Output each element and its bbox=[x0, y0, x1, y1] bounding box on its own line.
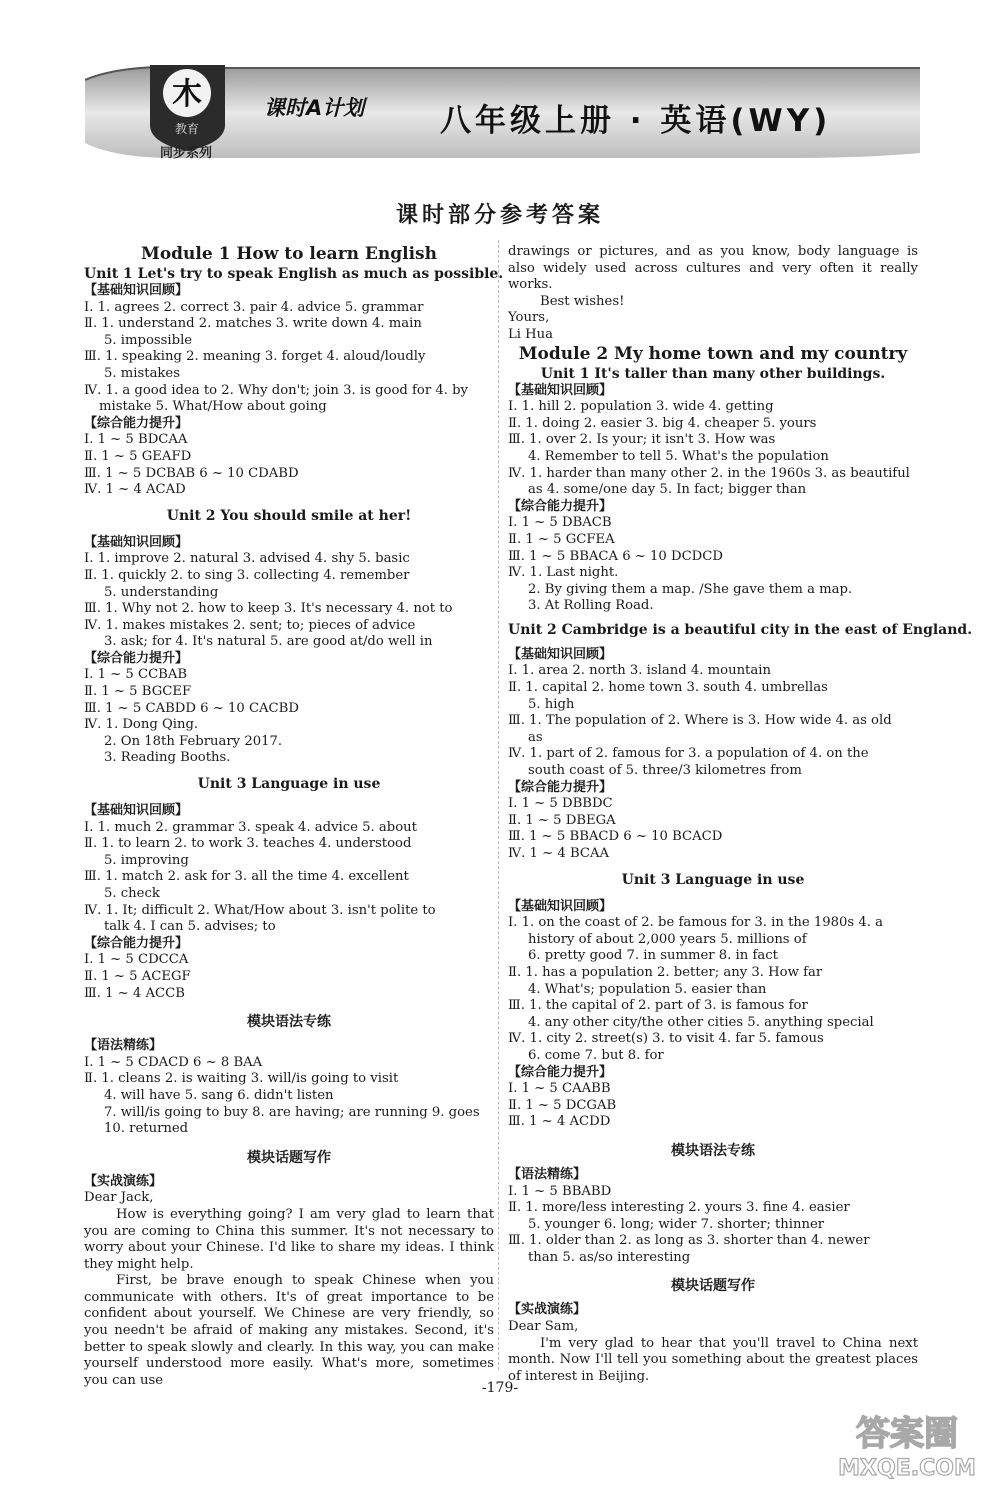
section-label: 【基础知识回顾】 bbox=[508, 646, 613, 662]
section-label: 【语法精练】 bbox=[84, 1038, 163, 1054]
right-column bbox=[508, 244, 973, 1385]
answer-line: 3. ask; for 4. It's natural 5. are good at/do well in bbox=[104, 634, 433, 650]
answer-line: Ⅱ. 1. understand 2. matches 3. write down 4. main bbox=[84, 316, 422, 332]
module-title: Module 2 My home town and my country bbox=[518, 343, 908, 364]
answer-line: Ⅲ. 1. Why not 2. how to keep 3. It's necessary 4. not to bbox=[84, 601, 453, 617]
answer-line: mistake 5. What/How about going bbox=[99, 399, 327, 415]
answer-line: Ⅲ. 1. older than 2. as long as 3. shorter than 4. newer bbox=[508, 1233, 870, 1249]
answer-line: Ⅰ. 1 ~ 5 BDCAA bbox=[84, 432, 188, 448]
answer-line: Ⅲ. 1 ~ 4 ACDD bbox=[508, 1114, 611, 1130]
section-label: 【综合能力提升】 bbox=[84, 650, 189, 666]
answer-line: Ⅱ. 1. quickly 2. to sing 3. collecting 4. remember bbox=[84, 567, 410, 583]
answer-line: Ⅱ. 1. doing 2. easier 3. big 4. cheaper 5. yours bbox=[508, 415, 817, 431]
answer-line: as bbox=[528, 729, 543, 745]
letter-greeting: Dear Sam, bbox=[508, 1319, 579, 1335]
answer-line: Ⅳ. 1. Last night. bbox=[508, 565, 619, 581]
answer-line: Ⅲ. 1 ~ 5 CABDD 6 ~ 10 CACBD bbox=[84, 700, 299, 716]
answer-line: Ⅲ. 1 ~ 5 DCBAB 6 ~ 10 CDABD bbox=[84, 465, 299, 481]
answer-line: Ⅲ. 1. speaking 2. meaning 3. forget 4. aloud/loudly bbox=[84, 349, 426, 365]
answer-line: Ⅰ. 1 ~ 5 BBABD bbox=[508, 1183, 612, 1199]
letter-paragraph: drawings or pictures, and as you know, body language is also widely used across cultures and very often it really works. bbox=[508, 244, 918, 293]
answer-line: Ⅰ. 1 ~ 5 CCBAB bbox=[84, 667, 188, 683]
section-label: 【实战演练】 bbox=[84, 1173, 163, 1189]
answer-line: 5. improving bbox=[104, 852, 189, 868]
answer-line: Ⅰ. 1. on the coast of 2. be famous for 3. in the 1980s 4. a bbox=[508, 915, 884, 931]
answer-line: Ⅳ. 1. makes mistakes 2. sent; to; pieces of advice bbox=[84, 617, 416, 633]
answer-section-title: 课时部分参考答案 bbox=[395, 202, 604, 228]
letter-closing: Best wishes! bbox=[540, 293, 625, 309]
answer-line: 3. Reading Booths. bbox=[104, 750, 231, 766]
answer-line: Ⅳ. 1. part of 2. famous for 3. a population of 4. on the bbox=[508, 746, 869, 762]
answer-line: Ⅰ. 1. area 2. north 3. island 4. mountain bbox=[508, 663, 771, 679]
answer-line: 2. By giving them a map. /She gave them a map. bbox=[528, 581, 853, 597]
answer-line: 6. come 7. but 8. for bbox=[528, 1047, 664, 1063]
answer-line: 4. Remember to tell 5. What's the population bbox=[528, 448, 829, 464]
answer-line: 5. mistakes bbox=[104, 365, 180, 381]
section-heading: 模块语法专练 bbox=[247, 1014, 331, 1031]
answer-line: Ⅱ. 1 ~ 5 GCFEA bbox=[508, 531, 615, 547]
letter-paragraph: I'm very glad to hear that you'll travel to China next month. Now I'll tell you something about the greatest places of interest in Beijing. bbox=[508, 1335, 918, 1384]
answer-line: Ⅱ. 1. cleans 2. is waiting 3. will/is going to visit bbox=[84, 1071, 399, 1087]
answer-line: 2. On 18th February 2017. bbox=[104, 733, 283, 749]
answer-line: 4. What's; population 5. easier than bbox=[528, 981, 767, 997]
section-label: 【基础知识回顾】 bbox=[508, 898, 613, 914]
svg-text:教育: 教育 bbox=[174, 122, 200, 136]
book-title: 八年级上册 · 英语(WY) bbox=[440, 103, 832, 139]
answer-line: Ⅳ. 1 ~ 4 BCAA bbox=[508, 846, 610, 861]
publisher-logo-icon bbox=[140, 55, 235, 155]
section-label: 【基础知识回顾】 bbox=[84, 283, 189, 298]
answer-line: talk 4. I can 5. advises; to bbox=[104, 919, 276, 935]
letter-closing: Yours, bbox=[508, 310, 550, 326]
answer-line: Ⅲ. 1 ~ 5 BBACD 6 ~ 10 BCACD bbox=[508, 829, 723, 845]
answer-line: Ⅰ. 1 ~ 5 CDCCA bbox=[84, 952, 189, 968]
column-divider bbox=[498, 240, 499, 1370]
unit-title: Unit 2 You should smile at her! bbox=[166, 507, 412, 524]
letter-paragraph: How is everything going? I am very glad to learn that you are coming to China this summer. It's not necessary to worry about your Chinese. I'd like to share my ideas. I think they might help. bbox=[84, 1206, 494, 1272]
answer-line: 6. pretty good 7. in summer 8. in fact bbox=[528, 948, 778, 964]
answer-line: Ⅰ. 1. hill 2. population 3. wide 4. getting bbox=[508, 399, 774, 415]
watermark-url: MXQE.COM bbox=[838, 1456, 976, 1481]
brand-title: 课时A计划 bbox=[264, 96, 365, 120]
answer-line: Ⅰ. 1 ~ 5 CDACD 6 ~ 8 BAA bbox=[84, 1054, 263, 1070]
answer-line: 4. will have 5. sang 6. didn't listen bbox=[104, 1087, 334, 1103]
answer-line: Ⅲ. 1. match 2. ask for 3. all the time 4. excellent bbox=[84, 869, 409, 885]
answer-line: Ⅱ. 1 ~ 5 DBEGA bbox=[508, 812, 616, 828]
page-number: -179- bbox=[481, 1380, 519, 1396]
answer-line: Ⅲ. 1. the capital of 2. part of 3. is famous for bbox=[508, 998, 808, 1014]
section-heading: 模块语法专练 bbox=[671, 1142, 755, 1159]
answer-line: 5. check bbox=[104, 886, 160, 901]
answer-line: 5. younger 6. long; wider 7. shorter; thinner bbox=[528, 1216, 825, 1232]
answer-line: Ⅱ. 1. has a population 2. better; any 3. How far bbox=[508, 964, 823, 980]
unit-title: Unit 3 Language in use bbox=[197, 776, 381, 793]
unit-title: Unit 3 Language in use bbox=[621, 871, 805, 888]
watermark-logo-icon bbox=[825, 1405, 990, 1483]
section-heading: 模块话题写作 bbox=[247, 1149, 331, 1166]
answer-line: 5. impossible bbox=[104, 332, 193, 348]
answer-line: Ⅳ. 1. Dong Qing. bbox=[84, 717, 199, 733]
answer-line: Ⅰ. 1 ~ 5 CAABB bbox=[508, 1081, 611, 1097]
answer-line: Ⅱ. 1 ~ 5 ACEGF bbox=[84, 968, 191, 984]
answer-line: Ⅱ. 1. more/less interesting 2. yours 3. fine 4. easier bbox=[508, 1200, 850, 1216]
answer-line: 5. understanding bbox=[104, 584, 219, 600]
answer-line: Ⅲ. 1 ~ 4 ACCB bbox=[84, 985, 185, 1001]
answer-line: 4. any other city/the other cities 5. anything special bbox=[528, 1014, 874, 1030]
section-label: 【综合能力提升】 bbox=[508, 779, 613, 795]
answer-line: 3. At Rolling Road. bbox=[528, 598, 654, 614]
section-label: 【语法精练】 bbox=[508, 1166, 587, 1182]
section-label: 【基础知识回顾】 bbox=[84, 803, 189, 819]
answer-line: Ⅳ. 1. harder than many other 2. in the 1960s 3. as beautiful bbox=[508, 465, 910, 481]
series-label: 同步系列 bbox=[160, 146, 213, 161]
answer-line: Ⅰ. 1. much 2. grammar 3. speak 4. advice 5. about bbox=[84, 819, 417, 835]
answer-line: as 4. some/one day 5. In fact; bigger than bbox=[528, 482, 807, 498]
module-title: Module 1 How to learn English bbox=[141, 244, 437, 264]
section-heading: 模块话题写作 bbox=[671, 1278, 755, 1295]
answer-line: Ⅲ. 1. The population of 2. Where is 3. How wide 4. as old bbox=[508, 713, 892, 729]
svg-text:木: 木 bbox=[172, 77, 202, 112]
answer-line: Ⅲ. 1 ~ 5 BBACA 6 ~ 10 DCDCD bbox=[508, 548, 723, 564]
answer-line: south coast of 5. three/3 kilometres from bbox=[528, 763, 802, 779]
letter-signature: Li Hua bbox=[508, 326, 554, 342]
unit-title: Unit 1 Let's try to speak English as much as possible. bbox=[84, 266, 504, 282]
section-label: 【基础知识回顾】 bbox=[84, 534, 189, 550]
answer-line: Ⅱ. 1 ~ 5 DCGAB bbox=[508, 1097, 617, 1113]
answer-line: Ⅱ. 1 ~ 5 GEAFD bbox=[84, 448, 192, 464]
answer-line: 10. returned bbox=[104, 1121, 189, 1137]
unit-title: Unit 1 It's taller than many other buildings. bbox=[540, 365, 886, 382]
letter-greeting: Dear Jack, bbox=[84, 1190, 154, 1206]
answer-line: Ⅳ. 1. a good idea to 2. Why don't; join 3. is good for 4. by bbox=[84, 382, 469, 398]
watermark-text: 答案圈 bbox=[856, 1414, 958, 1454]
answer-line: Ⅳ. 1. It; difficult 2. What/How about 3. isn't polite to bbox=[84, 902, 436, 918]
section-label: 【综合能力提升】 bbox=[84, 935, 189, 951]
section-label: 【综合能力提升】 bbox=[84, 415, 189, 431]
answer-line: 5. high bbox=[528, 696, 575, 712]
answer-line: 7. will/is going to buy 8. are having; are running 9. goes bbox=[104, 1104, 480, 1120]
answer-line: Ⅱ. 1 ~ 5 BGCEF bbox=[84, 684, 192, 700]
section-label: 【综合能力提升】 bbox=[508, 1064, 613, 1080]
answer-line: Ⅱ. 1. capital 2. home town 3. south 4. umbrellas bbox=[508, 680, 828, 696]
answer-line: Ⅰ. 1. agrees 2. correct 3. pair 4. advice 5. grammar bbox=[84, 299, 424, 315]
answer-line: Ⅰ. 1 ~ 5 DBACB bbox=[508, 515, 612, 531]
answer-line: history of about 2,000 years 5. millions of bbox=[528, 931, 807, 947]
section-label: 【实战演练】 bbox=[508, 1302, 587, 1318]
letter-paragraph: First, be brave enough to speak Chinese when you communicate with others. It's of great importance to be confident about yourself. We Chinese are very friendly, so you needn't be afraid of making any mistakes. Second, it's better to speak slowly and clearly. In this way, you can make yourself understood more easily. What's more, sometimes you can use bbox=[84, 1273, 494, 1388]
left-column bbox=[84, 244, 504, 1389]
unit-title: Unit 2 Cambridge is a beautiful city in the east of England. bbox=[508, 621, 973, 638]
answer-line: than 5. as/so interesting bbox=[528, 1249, 691, 1265]
answer-line: Ⅰ. 1 ~ 5 DBBDC bbox=[508, 796, 613, 812]
section-label: 【综合能力提升】 bbox=[508, 498, 613, 514]
section-label: 【基础知识回顾】 bbox=[508, 382, 613, 398]
answer-line: Ⅲ. 1. over 2. Is your; it isn't 3. How was bbox=[508, 432, 776, 448]
answer-line: Ⅱ. 1. to learn 2. to work 3. teaches 4. understood bbox=[84, 836, 412, 852]
answer-line: Ⅰ. 1. improve 2. natural 3. advised 4. shy 5. basic bbox=[84, 551, 410, 567]
answer-line: Ⅳ. 1. city 2. street(s) 3. to visit 4. far 5. famous bbox=[508, 1031, 824, 1047]
answer-line: Ⅳ. 1 ~ 4 ACAD bbox=[84, 482, 186, 498]
